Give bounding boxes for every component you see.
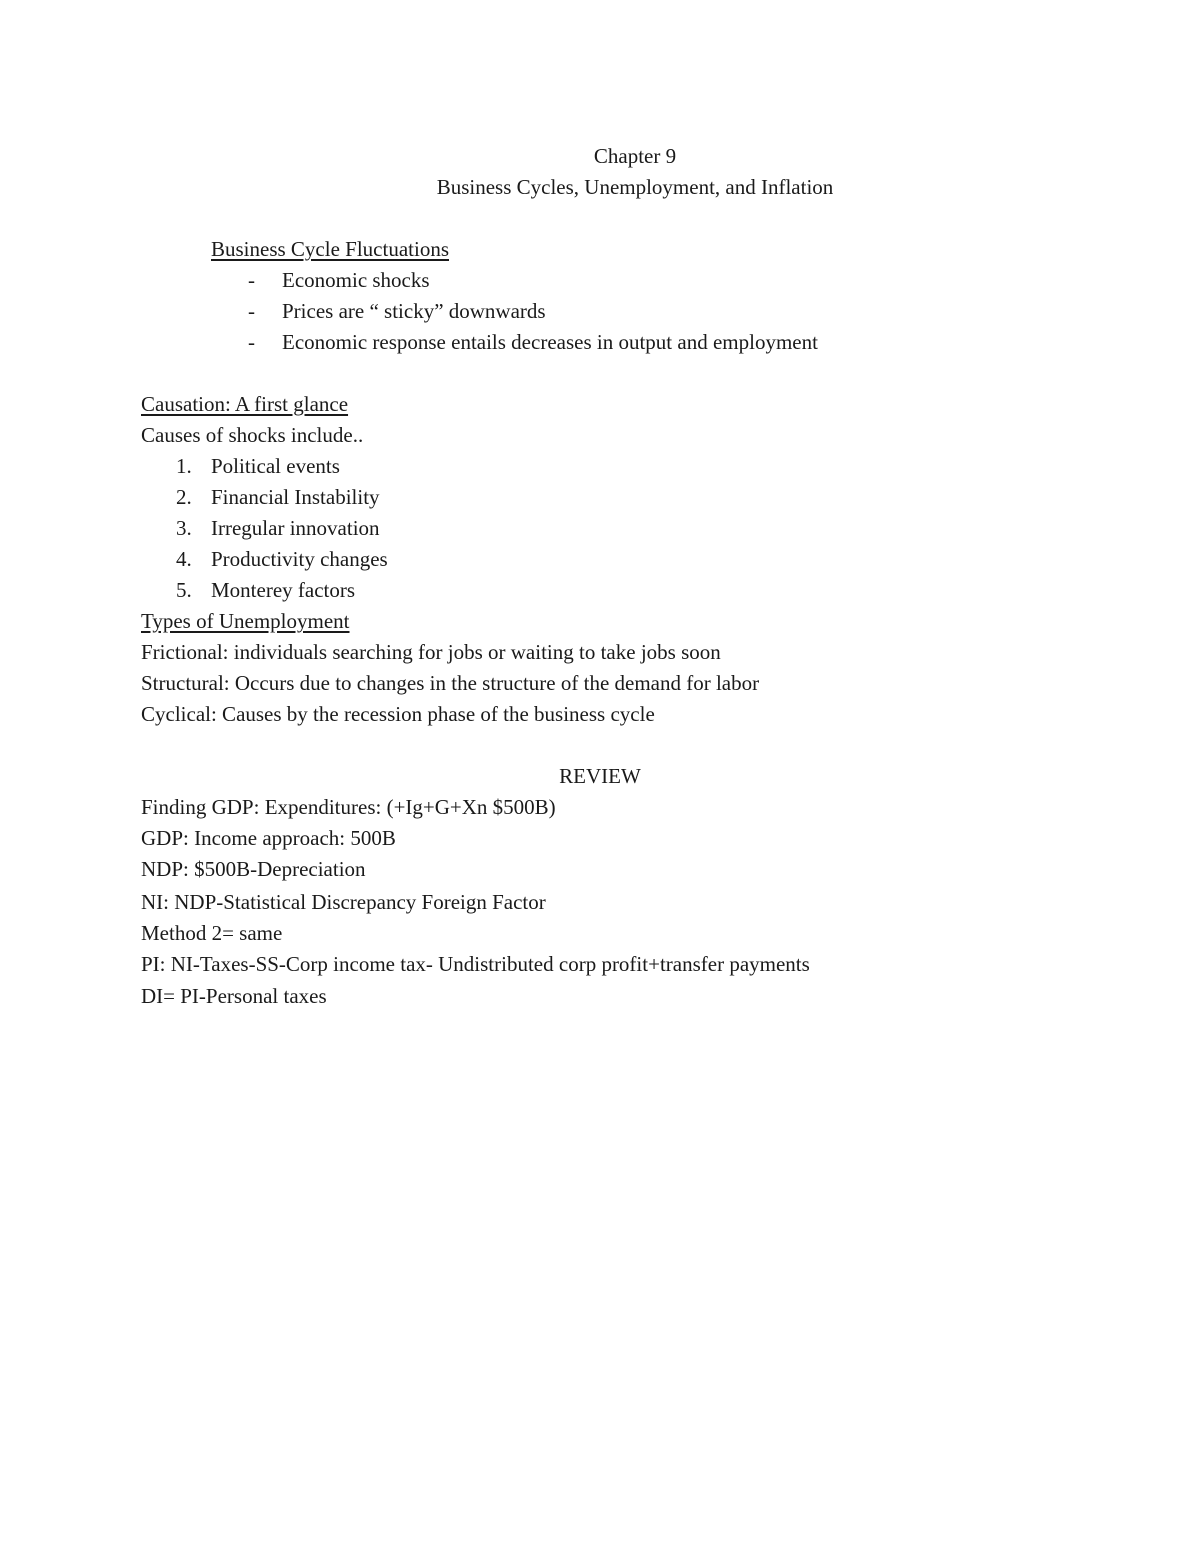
causation-heading: Causation: A first glance [141, 392, 349, 416]
unemployment-line: Structural: Occurs due to changes in the structure of the demand for labor [141, 671, 760, 695]
review-line: DI= PI-Personal taxes [141, 984, 327, 1008]
fluctuations-heading: Business Cycle Fluctuations [211, 237, 449, 261]
list-item-text: Financial Instability [211, 485, 380, 509]
list-item-text: Productivity changes [211, 547, 388, 571]
unemployment-heading: Types of Unemployment [141, 609, 350, 633]
review-line: Finding GDP: Expenditures: (+Ig+G+Xn $500B) [141, 795, 556, 819]
list-item-text: Economic shocks [282, 268, 430, 292]
chapter-title: Business Cycles, Unemployment, and Inflation [436, 175, 834, 199]
list-item-text: Political events [211, 454, 340, 478]
list-number: 3. [176, 516, 192, 540]
list-item-text: Prices are “ sticky” downwards [282, 299, 546, 323]
list-item [248, 268, 255, 293]
list-item-text: Monterey factors [211, 578, 356, 602]
list-item-text: Economic response entails decreases in output and employment [282, 330, 818, 354]
list-number: 2. [176, 485, 192, 509]
review-line: NI: NDP-Statistical Discrepancy Foreign Factor [141, 890, 546, 914]
review-line: PI: NI-Taxes-SS-Corp income tax- Undistributed corp profit+transfer payments [141, 952, 810, 976]
review-heading: REVIEW [559, 764, 641, 788]
list-number: 1. [176, 454, 192, 478]
unemployment-line: Frictional: individuals searching for jobs or waiting to take jobs soon [141, 640, 721, 664]
dash-marker: - [248, 268, 255, 292]
list-item [248, 299, 255, 324]
dash-marker: - [248, 299, 255, 323]
review-line: Method 2= same [141, 921, 283, 945]
chapter-label: Chapter 9 [593, 144, 677, 168]
causation-intro: Causes of shocks include.. [141, 423, 364, 447]
review-line: GDP: Income approach: 500B [141, 826, 396, 850]
list-item [248, 330, 255, 355]
dash-marker: - [248, 330, 255, 354]
list-item-text: Irregular innovation [211, 516, 380, 540]
unemployment-line: Cyclical: Causes by the recession phase of the business cycle [141, 702, 655, 726]
review-line: NDP: $500B-Depreciation [141, 857, 366, 881]
list-number: 4. [176, 547, 192, 571]
list-number: 5. [176, 578, 192, 602]
